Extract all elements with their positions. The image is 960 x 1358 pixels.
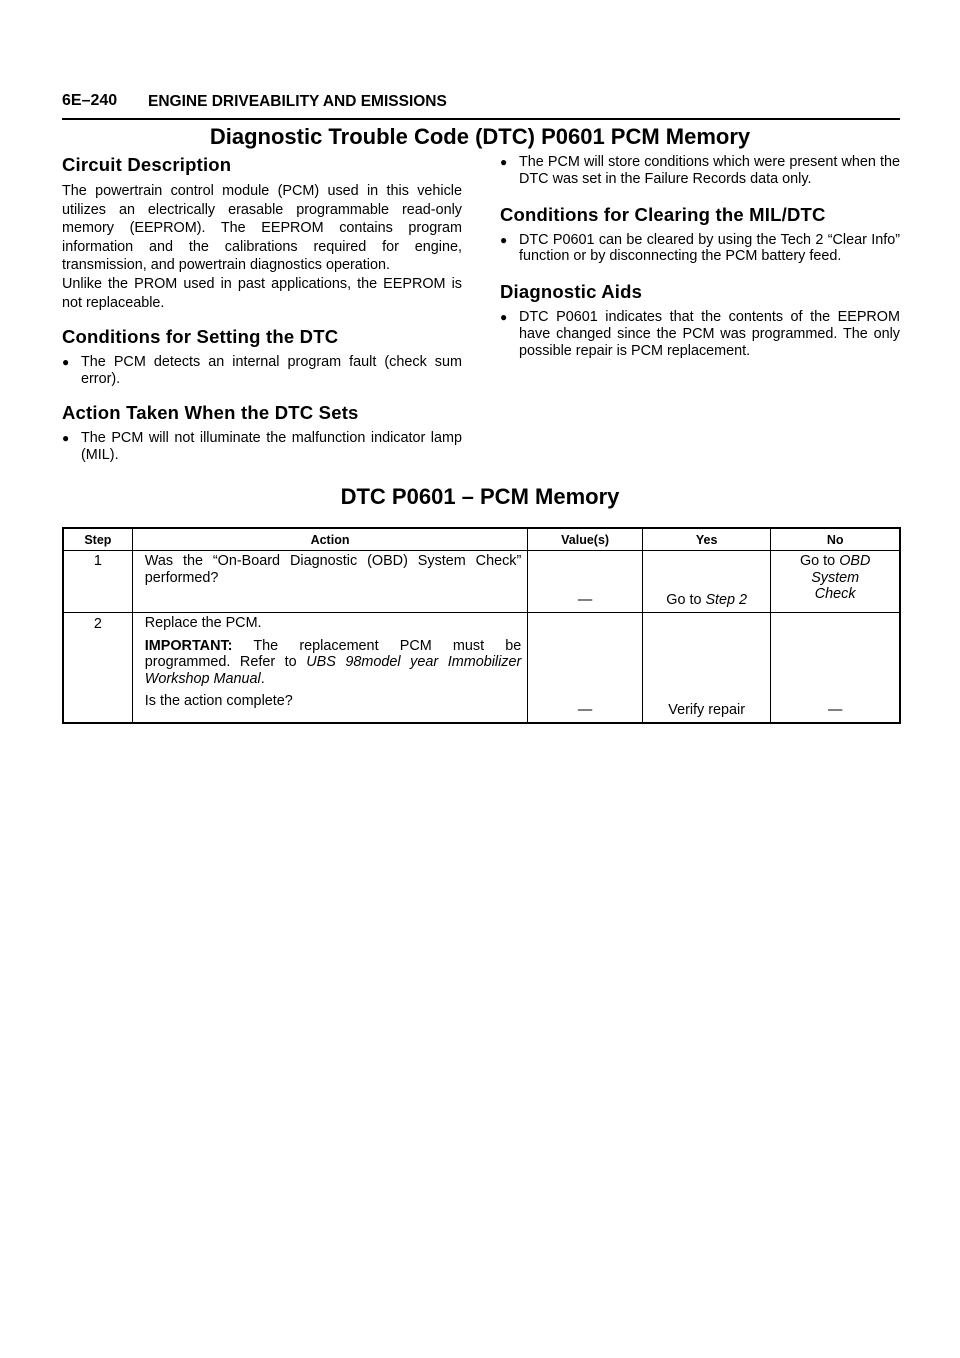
value-cell: [528, 551, 643, 613]
bullet-text: DTC P0601 indicates that the contents of the EEPROM have changed since the PCM was programmed. The only possible repair is PCM replacement.: [519, 309, 900, 359]
section-title: ENGINE DRIVEABILITY AND EMISSIONS: [148, 93, 447, 110]
list-item: [62, 430, 462, 464]
left-column: [62, 154, 462, 463]
circuit-description-heading: Circuit Description: [62, 154, 232, 175]
bullet-text: The PCM will not illuminate the malfunction indicator lamp (MIL).: [81, 429, 462, 463]
list-item: [500, 309, 900, 359]
right-column: [500, 154, 900, 360]
value-cell: [528, 613, 643, 723]
page-header: [62, 90, 900, 120]
column-header-values: Value(s): [528, 528, 643, 551]
bullet-icon: ●: [500, 155, 508, 169]
column-header-no: No: [771, 528, 900, 551]
diagnostic-aids-heading: Diagnostic Aids: [500, 281, 643, 303]
table-row: [63, 613, 900, 723]
bullet-icon: ●: [62, 430, 70, 445]
no-cell: [771, 551, 900, 613]
list-item: [500, 154, 900, 188]
step-number: 1: [93, 553, 102, 569]
circuit-description-paragraph: The powertrain control module (PCM) used in this vehicle utilizes an electrically erasable programmable read-only memory (EEPROM). The EEPROM contains program information and the calibrations required for engine, transmission, and powertrain diagnostics operation.: [62, 183, 462, 274]
page-number: 6E–240: [62, 92, 118, 109]
action-cell: [132, 551, 528, 613]
important-label: IMPORTANT:: [144, 637, 233, 654]
bullet-text: The PCM will store conditions which were present when the DTC was set in the Failure Records data only.: [519, 154, 900, 187]
column-header-yes: Yes: [642, 528, 770, 551]
yes-text: Verify repair: [668, 701, 746, 718]
list-item: [62, 354, 462, 388]
bullet-text: DTC P0601 can be cleared by using the Tech 2 “Clear Info” function or by disconnecting the PCM battery feed.: [519, 231, 900, 265]
yes-text: Go to Step 2: [666, 592, 748, 609]
column-header-step: Step: [63, 528, 132, 551]
setting-conditions-heading: Conditions for Setting the DTC: [62, 326, 339, 348]
bullet-icon: ●: [500, 232, 508, 247]
bullet-icon: ●: [62, 355, 70, 370]
value-text: —: [577, 592, 593, 609]
document-title: Diagnostic Trouble Code (DTC) P0601 PCM Memory: [209, 124, 751, 149]
action-text: Replace the PCM. IMPORTANT: The replacement PCM must be programmed. Refer to UBS 98model year Immobilizer Workshop Manual. Is the action complete?: [144, 615, 522, 710]
no-cell: [771, 613, 900, 723]
yes-cell: [642, 613, 770, 723]
table-title: DTC P0601 – PCM Memory: [340, 484, 620, 509]
action-taken-heading: Action Taken When the DTC Sets: [62, 401, 359, 423]
action-text: Was the “On-Board Diagnostic (OBD) System Check” performed?: [144, 553, 522, 586]
clearing-conditions-heading: Conditions for Clearing the MIL/DTC: [500, 203, 826, 225]
step-2-link[interactable]: Step 2: [705, 592, 748, 609]
step-number: 2: [93, 616, 102, 632]
list-item: [500, 232, 900, 266]
column-header-action: Action: [132, 528, 528, 551]
diagnostic-table: [62, 527, 901, 724]
step-cell: [63, 613, 132, 723]
value-text: —: [577, 701, 593, 718]
step-cell: [63, 551, 132, 613]
bullet-text: The PCM detects an internal program fault (check sum error).: [81, 354, 462, 387]
circuit-description-paragraph-2: Unlike the PROM used in past applications, the EEPROM is not replaceable.: [62, 275, 462, 311]
no-text[interactable]: Go to OBD System Check: [799, 553, 871, 603]
bullet-icon: ●: [500, 310, 508, 325]
manual-reference: UBS 98model year Immobilizer Workshop Manual: [144, 654, 522, 687]
yes-cell: [642, 551, 770, 613]
table-row: [63, 551, 900, 613]
table-header-row: [63, 528, 900, 551]
no-text: —: [827, 701, 843, 718]
action-cell: [132, 613, 528, 723]
